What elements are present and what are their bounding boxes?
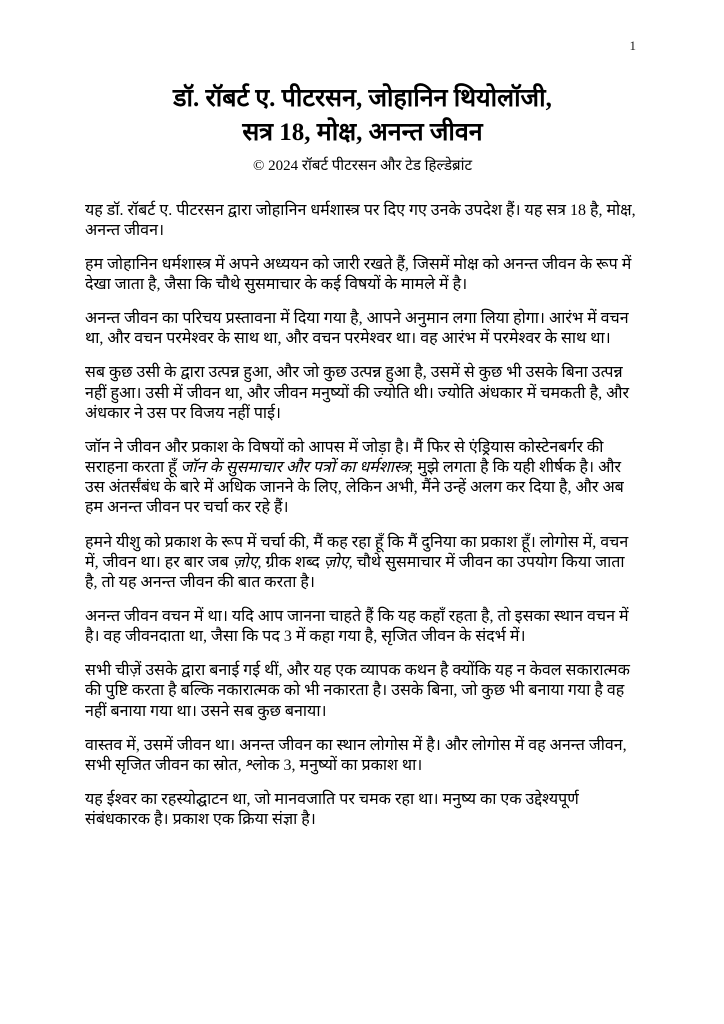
document-title <box>85 82 640 150</box>
paragraph-1: यह डॉ. रॉबर्ट ए. पीटरसन द्वारा जोहानिन धर्मशास्त्र पर दिए गए उनके उपदेश हैं। यह सत्र 18 है, मोक्ष, अनन्त जीवन। <box>85 201 636 239</box>
title-line-1: डॉ. रॉबर्ट ए. पीटरसन, जोहानिन थियोलॉजी, <box>173 85 552 112</box>
paragraph-10: यह ईश्वर का रहस्योद्घाटन था, जो मानवजाति पर चमक रहा था। मनुष्य का एक उद्देश्यपूर्ण संबंधकारक है। प्रकाश एक क्रिया संज्ञा है। <box>85 791 579 829</box>
paragraph-5 <box>85 438 640 519</box>
paragraph-6-text-b: , ग्रीक शब्द <box>257 553 324 571</box>
paragraph-4: सब कुछ उसी के द्वारा उत्पन्न हुआ, और जो कुछ उत्पन्न हुआ है, उसमें से कुछ भी उसके बिना उत्पन्न नहीं हुआ। उसी में जीवन था, और जीवन मनुष्यों की ज्योति थी। ज्योति अंधकार में चमकती है, और अंधकार ने उस पर विजय नहीं पाई। <box>85 364 629 422</box>
greek-word-zoe-italic: ज़ोए <box>232 553 258 571</box>
document-content <box>85 82 640 844</box>
paragraph-6-text-c: , चौथे सुसमाचार में जीवन का उपयोग किया जाता है, तो यह अनन्त जीवन की बात करता है। <box>85 553 625 591</box>
paragraph-8: सभी चीज़ें उसके द्वारा बनाई गई थीं, और यह एक व्यापक कथन है क्योंकि यह न केवल सकारात्मक की पुष्टि करता है बल्कि नकारात्मक को भी नकारता है। उसके बिना, जो कुछ भी बनाया गया है वह नहीं बनाया गया था। उसने सब कुछ बनाया। <box>85 662 630 720</box>
paragraph-2: हम जोहानिन धर्मशास्त्र में अपने अध्ययन को जारी रखते हैं, जिसमें मोक्ष को अनन्त जीवन के रूप में देखा जाता है, जैसा कि चौथे सुसमाचार के कई विषयों के मामले में है। <box>85 255 632 293</box>
paragraph-7: अनन्त जीवन वचन में था। यदि आप जानना चाहते हैं कि यह कहाँ रहता है, तो इसका स्थान वचन में है। वह जीवनदाता था, जैसा कि पद 3 में कहा गया है, सृजित जीवन के संदर्भ में। <box>85 608 629 646</box>
paragraph-5-text-a: जॉन ने जीवन और प्रकाश के विषयों को आपस में जोड़ा है। मैं फिर से एंड्रियास कोस्टेनबर्गर की सराहना करता हूँ <box>85 438 604 477</box>
page-number: 1 <box>629 38 636 53</box>
greek-word-zoe-italic-2: ज़ोए <box>323 553 349 571</box>
paragraph-5-text-b: ; मुझे लगता है कि यही शीर्षक है। और उस अंतर्संबंध के बारे में अधिक जानने के लिए, लेकिन अभी, मैंने उन्हें अलग कर दिया है, और अब हम अनन्त जीवन पर चर्चा कर रहे हैं। <box>85 459 624 517</box>
book-title-italic: जॉन के सुसमाचार और पत्रों का धर्मशास्त्र <box>180 459 409 477</box>
title-line-2: सत्र 18, मोक्ष, अनन्त जीवन <box>242 118 483 146</box>
paragraph-6 <box>85 533 640 593</box>
paragraph-9: वास्तव में, उसमें जीवन था। अनन्त जीवन का स्थान लोगोस में है। और लोगोस में वह अनन्त जीवन, सभी सृजित जीवन का स्रोत, श्लोक 3, मनुष्यों का प्रकाश था। <box>85 736 627 774</box>
paragraph-3: अनन्त जीवन का परिचय प्रस्तावना में दिया गया है, आपने अनुमान लगा लिया होगा। आरंभ में वचन था, और वचन परमेश्वर के साथ था, और वचन परमेश्वर था। वह आरंभ में परमेश्वर के साथ था। <box>85 310 629 348</box>
paragraph-6-text-a: हमने यीशु को प्रकाश के रूप में चर्चा की, मैं कह रहा हूँ कि मैं दुनिया का प्रकाश हूँ। लोगोस में, वचन में, जीवन था। हर बार जब <box>85 533 629 571</box>
copyright-line: © 2024 रॉबर्ट पीटरसन और टेड हिल्डेब्रांट <box>252 157 473 174</box>
